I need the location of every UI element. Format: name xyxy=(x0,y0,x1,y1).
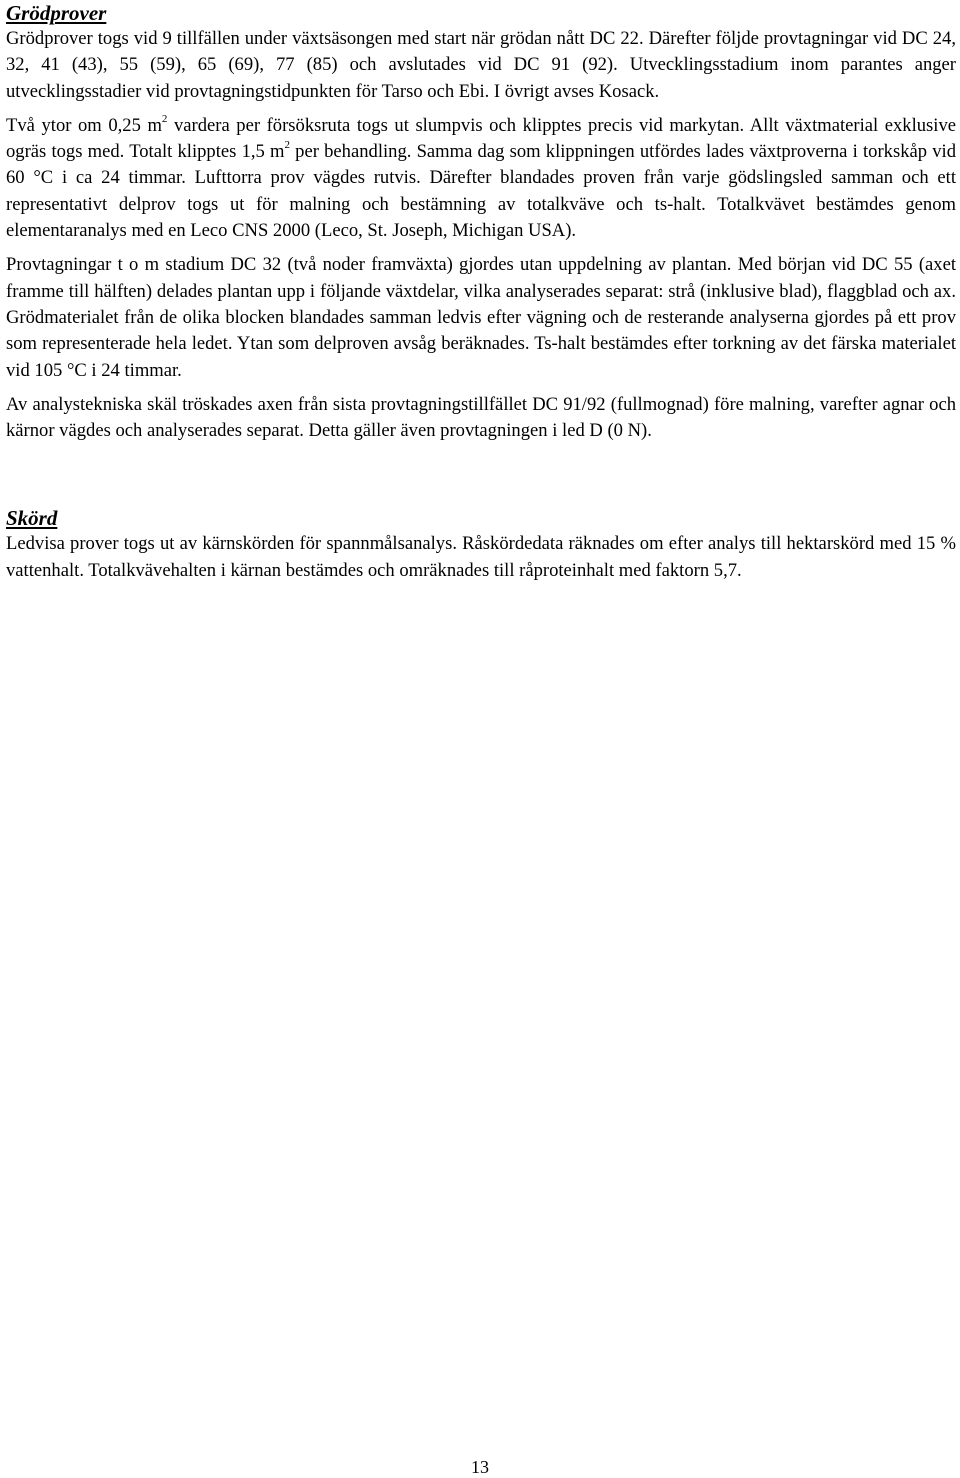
paragraph-text-part: Två ytor om 0,25 m xyxy=(6,114,162,136)
paragraph-grodprover-2 xyxy=(6,113,956,244)
paragraph-grodprover-4: Av analystekniska skäl tröskades axen från sista provtagningstillfället DC 91/92 (fullmognad) före malning, varefter agnar och kärnor vägdes och analyserades separat. Detta gäller även provtagningen i led D (0 N). xyxy=(6,393,956,442)
paragraph-skord-1: Ledvisa prover togs ut av kärnskörden för spannmålsanalys. Råskördedata räknades om efter analys till hektarskörd med 15 % vattenhalt. Totalkvävehalten i kärnan bestämdes och omräknades till råproteinhalt med faktorn 5,7. xyxy=(6,533,956,581)
paragraph-text-part: per behandling. Samma dag som klippningen utfördes lades växtproverna i torkskåp vid 60 °C i ca 24 timmar. Lufttorra prov vägdes rutvis. Därefter blandades proven från varje gödslingsled samman och ett representativt delprov togs ut för malning och bestämning av totalkväve och ts-halt. Totalkvävet bestämdes genom elementaranalys med en Leco CNS 2000 (Leco, St. Joseph, Michigan USA). xyxy=(6,141,956,242)
paragraph-text-part: vardera per försöksruta togs ut slumpvis och klipptes precis vid markytan. Allt växtmaterial exklusive ogräs togs med. Totalt klipptes 1,5 m xyxy=(6,114,957,163)
superscript-squared: 2 xyxy=(284,139,290,152)
paragraph-grodprover-3: Provtagningar t o m stadium DC 32 (två noder framväxta) gjordes utan uppdelning av plantan. Med början vid DC 55 (axet framme till hälften) delades plantan upp i följande växtdelar, vilka analyserades separat: strå (inklusive blad), flaggblad och ax. Grödmaterialet från de olika blocken blandades samman ledvis efter vägning och de resterande analyserna gjordes på ett prov som representerade hela ledet. Ytan som delproven avsåg beräknades. Ts-halt bestämdes efter torkning av det färska materialet vid 105 °C i 24 timmar. xyxy=(6,254,956,381)
superscript-squared: 2 xyxy=(161,113,168,126)
page-number: 13 xyxy=(471,1457,489,1477)
paragraph-grodprover-1: Grödprover togs vid 9 tillfällen under växtsäsongen med start när grödan nått DC 22. Därefter följde provtagningar vid DC 24, 32, 41 (43), 55 (59), 65 (69), 77 (85) och avslutades vid DC 91 (92). Utvecklingsstadium inom parantes anger utvecklingsstadier vid provtagningstidpunkten för Tarso och Ebi. I övrigt avses Kosack. xyxy=(6,28,956,102)
section-heading-grodprover: Grödprover xyxy=(6,1,107,25)
document-page xyxy=(6,0,956,584)
section-heading-skord: Skörd xyxy=(6,506,58,531)
